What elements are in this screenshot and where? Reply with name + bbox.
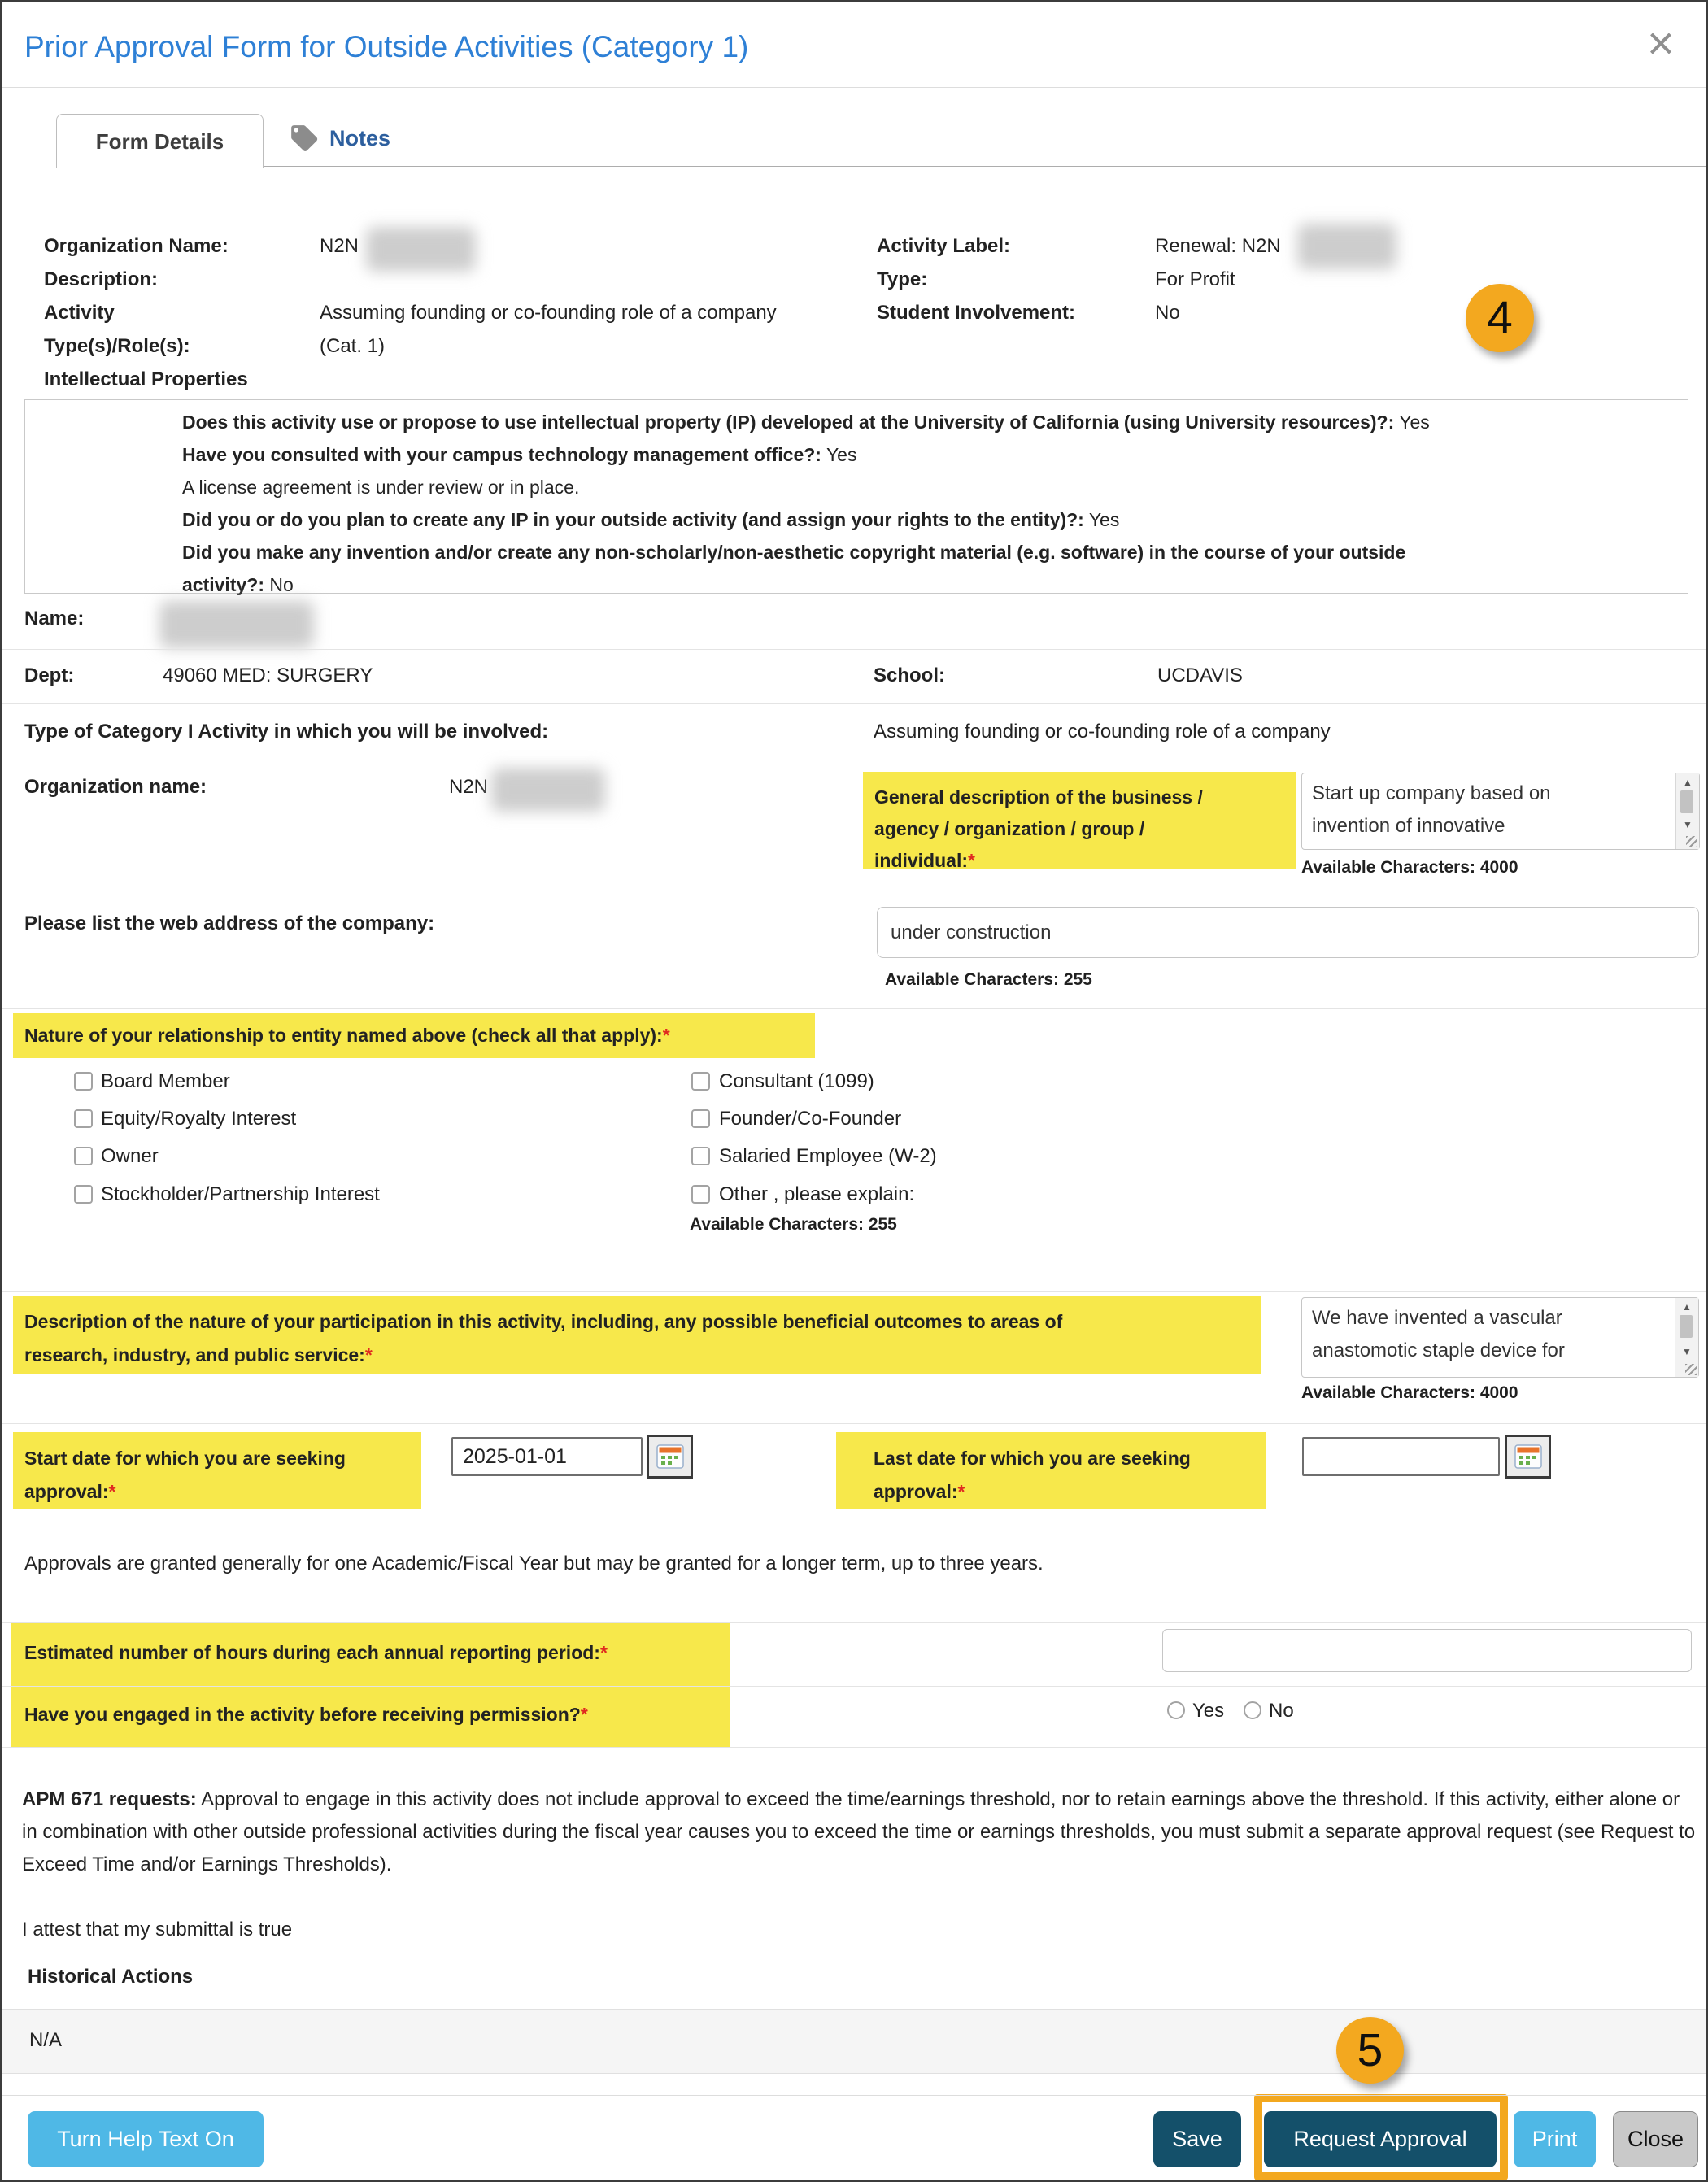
close-button[interactable] [1613,2111,1698,2167]
checkbox-consultant[interactable] [691,1072,710,1091]
ip-question-4-line2: activity?: No [182,574,294,595]
organization-name-label: Organization Name: [44,235,229,257]
apm-paragraph: APM 671 requests: Approval to engage in this activity does not include approval to exceed the time/earnings threshold, nor to retain earnings above the threshold. If this activity, either alone or in combination with other outside professional activities during the fiscal year causes you to exceed the time or earnings thresholds, you must submit a separate approval request (see Request to Exceed Time and/or Earnings Thresholds). [22,1788,1696,1875]
historical-actions-empty-row [2,2009,1708,2074]
engaged-yes-label: Yes [1192,1700,1225,1722]
print-label: Print [1532,2127,1578,2151]
ip-question-3: Did you or do you plan to create any IP in your outside activity (and assign your rights to the entity)?: Yes [182,509,1120,530]
participation-textarea[interactable] [1301,1297,1699,1378]
last-date-input[interactable] [1302,1437,1500,1476]
historical-actions-heading: Historical Actions [28,1966,194,1988]
student-involvement-label: Student Involvement: [877,302,1076,324]
calendar-icon [1514,1444,1542,1470]
school-value: UCDAVIS [1157,664,1243,686]
last-date-label: Last date for which you are seeking approval:* [836,1432,1266,1509]
general-description-textarea[interactable] [1301,773,1700,850]
start-date-input[interactable] [451,1437,643,1476]
activity-type-label-line2: Type(s)/Role(s): [44,335,190,357]
redacted-organization-name [491,768,605,812]
annotation-step-5: 5 [1336,2017,1404,2084]
checkbox-equity-royalty[interactable] [74,1109,93,1128]
organization-name-row-value: N2N [449,776,489,798]
available-chars-4000: Available Characters: 4000 [1301,858,1518,877]
page-title: Prior Approval Form for Outside Activities (Category 1) [24,30,749,63]
engaged-no-label: No [1269,1700,1294,1722]
checkbox-board-member[interactable] [74,1072,93,1091]
checkbox-salaried-employee-label: Salaried Employee (W-2) [719,1145,937,1167]
attestation-text: I attest that my submittal is true [22,1919,293,1940]
engaged-no-radio[interactable] [1244,1701,1261,1719]
ip-license-note: A license agreement is under review or in place. [182,477,580,498]
scroll-down-icon[interactable]: ▼ [1683,819,1693,830]
web-address-label: Please list the web address of the company: [24,912,435,934]
checkbox-other-label: Other , please explain: [719,1183,915,1205]
activity-label-value: Renewal: N2N [1155,235,1281,257]
checkbox-consultant-label: Consultant (1099) [719,1070,874,1092]
save-button[interactable] [1153,2111,1241,2167]
print-button[interactable] [1514,2111,1596,2167]
checkbox-founder[interactable] [691,1109,710,1128]
required-asterisk: * [968,850,975,871]
hours-input[interactable] [1162,1629,1692,1672]
activity-label-label: Activity Label: [877,235,1011,257]
participation-text: We have invented a vascular anastomotic staple device for [1312,1307,1565,1361]
tab-notes-label: Notes [329,125,391,150]
checkbox-stockholder[interactable] [74,1185,93,1204]
approvals-note: Approvals are granted generally for one Academic/Fiscal Year but may be granted for a longer term, up to three years. [24,1553,1044,1574]
redacted-activity-label [1297,224,1396,269]
category-activity-label: Type of Category I Activity in which you will be involved: [24,721,549,743]
scroll-thumb[interactable] [1680,1315,1693,1338]
web-address-input[interactable] [877,907,1699,958]
checkbox-other[interactable] [691,1185,710,1204]
checkbox-salaried-employee[interactable] [691,1147,710,1165]
available-chars-255-other: Available Characters: 255 [690,1215,897,1234]
checkbox-owner[interactable] [74,1147,93,1165]
checkbox-owner-label: Owner [101,1145,159,1167]
start-date-label: Start date for which you are seeking approval:* [13,1432,421,1509]
turn-help-text-button[interactable] [28,2111,264,2167]
engaged-label: Have you engaged in the activity before receiving permission?* [11,1686,730,1747]
turn-help-text-label: Turn Help Text On [57,2127,234,2151]
general-description-label: General description of the business / agency / organization / group / individual:* [863,772,1296,869]
last-date-calendar-button[interactable] [1505,1435,1551,1479]
organization-name-row-label: Organization name: [24,776,207,798]
relationship-heading: Nature of your relationship to entity named above (check all that apply):* [13,1013,815,1058]
name-label: Name: [24,608,85,629]
dept-label: Dept: [24,664,75,686]
intellectual-properties-heading: Intellectual Properties [44,368,248,390]
save-label: Save [1172,2127,1222,2151]
scrollbar[interactable] [1675,1298,1698,1377]
resize-grip-icon[interactable] [1685,1364,1697,1375]
scrollbar[interactable] [1675,773,1699,849]
checkbox-stockholder-label: Stockholder/Partnership Interest [101,1183,380,1205]
activity-type-value-line1: Assuming founding or co-founding role of a company [320,302,777,324]
ip-question-2: Have you consulted with your campus technology management office?: Yes [182,444,857,465]
activity-type-value-line2: (Cat. 1) [320,335,386,357]
tab-notes[interactable] [289,123,390,154]
intellectual-properties-box [24,399,1688,594]
checkbox-founder-label: Founder/Co-Founder [719,1108,902,1130]
ip-question-1: Does this activity use or propose to use intellectual property (IP) developed at the University of California (using University resources)?: Yes [182,412,1430,433]
historical-actions-empty-value: N/A [29,2029,63,2051]
checkbox-equity-royalty-label: Equity/Royalty Interest [101,1108,297,1130]
close-icon[interactable]: × [1647,17,1675,70]
start-date-value: 2025-01-01 [463,1444,567,1468]
school-label: School: [874,664,945,686]
tab-form-details[interactable] [56,114,264,168]
redacted-org-name [366,227,476,272]
type-label: Type: [877,268,928,290]
engaged-yes-radio[interactable] [1167,1701,1185,1719]
student-involvement-value: No [1155,302,1180,324]
activity-type-label-line1: Activity [44,302,115,324]
participation-label: Description of the nature of your participation in this activity, including, any possible beneficial outcomes to areas of research, industry, and public service:* [13,1296,1261,1374]
category-activity-value: Assuming founding or co-founding role of a company [874,721,1331,743]
scroll-up-icon[interactable]: ▲ [1682,1301,1692,1313]
hours-label: Estimated number of hours during each annual reporting period:* [11,1622,730,1686]
available-chars-4000-participation: Available Characters: 4000 [1301,1383,1518,1402]
scroll-down-icon[interactable]: ▼ [1682,1346,1692,1357]
checkbox-board-member-label: Board Member [101,1070,230,1092]
calendar-icon [656,1444,684,1470]
scroll-up-icon[interactable]: ▲ [1683,777,1693,788]
tag-icon [289,123,320,154]
available-chars-255: Available Characters: 255 [885,970,1092,989]
description-label: Description: [44,268,159,290]
annotation-step-4: 4 [1466,284,1534,352]
tab-form-details-label: Form Details [95,128,224,154]
type-value: For Profit [1155,268,1235,290]
start-date-calendar-button[interactable] [647,1435,693,1479]
redacted-name [159,601,314,648]
scroll-thumb[interactable] [1680,790,1693,813]
request-approval-button[interactable] [1264,2111,1497,2167]
request-approval-label: Request Approval [1293,2127,1467,2151]
dept-value: 49060 MED: SURGERY [163,664,373,686]
resize-grip-icon[interactable] [1686,836,1697,847]
web-address-value: under construction [891,921,1052,943]
close-label: Close [1627,2127,1684,2151]
ip-question-4-line1: Did you make any invention and/or create any non-scholarly/non-aesthetic copyright material (e.g. software) in the course of your outside [182,542,1406,563]
general-description-text: Start up company based on invention of innovative [1312,782,1551,837]
organization-name-value: N2N [320,235,359,257]
